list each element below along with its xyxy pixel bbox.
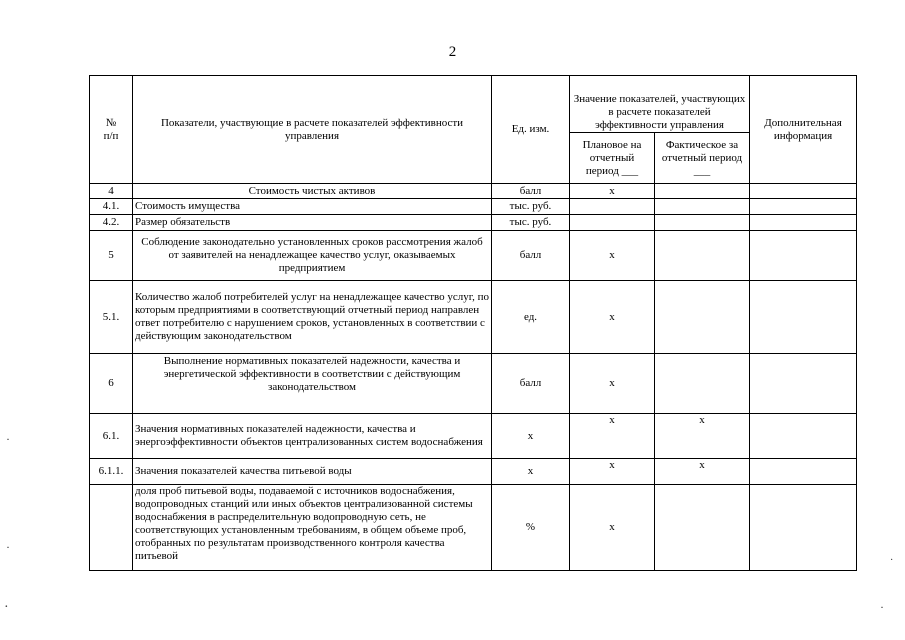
row-plan: х [570,485,655,571]
row-extra [750,354,857,414]
header-indicators: Показатели, участвующие в расчете показателей эффективности управления [133,76,492,184]
scan-speck: · [880,600,884,614]
row-fact [655,281,750,354]
row-text: Количество жалоб потребителей услуг на ненадлежащее качество услуг, по которым предприятиями в соответствующий отчетный период направлен ответ потребителю с нарушением сроков, установленных в соответствии с действующим законодательством [133,281,492,354]
row-extra [750,184,857,199]
table-row [90,281,857,354]
table-row [90,231,857,281]
row-num: 4.2. [90,215,133,231]
row-num: 6.1.1. [90,459,133,485]
row-unit: балл [492,184,570,199]
header-actual: Фактическое за отчетный период ___ [655,133,750,184]
header-unit: Ед. изм. [492,76,570,184]
row-num: 5.1. [90,281,133,354]
row-text: Размер обязательств [133,215,492,231]
header-values-group: Значение показателей, участвующих в расчете показателей эффективности управления [570,76,750,133]
row-fact [655,485,750,571]
row-text: Значения показателей качества питьевой воды [133,459,492,485]
scan-speck: · [4,600,9,615]
row-plan: х [570,184,655,199]
row-extra [750,215,857,231]
table-row [90,184,857,199]
page-number: 2 [448,44,457,60]
scan-speck: · [6,432,10,446]
row-extra [750,199,857,215]
row-num: 5 [90,231,133,281]
row-plan: х [570,281,655,354]
table-row [90,485,857,571]
row-fact [655,231,750,281]
row-text: Значения нормативных показателей надежности, качества и энергоэффективности объектов централизованных систем водоснабжения [133,414,492,459]
row-num: 6 [90,354,133,414]
row-fact [655,354,750,414]
table-row [90,354,857,414]
row-extra [750,459,857,485]
scan-speck: · [890,555,894,566]
row-text: доля проб питьевой воды, подаваемой с источников водоснабжения, водопроводных станций или иных объектов централизованной системы водоснабжения в распределительную водопроводную сеть, не соответствующих установленным требованиям, в общем объеме проб, отобранных по результатам производственного контроля качества питьевой [133,485,492,571]
row-plan [570,199,655,215]
row-plan: х [570,354,655,414]
indicators-table [89,75,857,571]
table-row [90,215,857,231]
header-extra: Дополнительная информация [750,76,857,184]
row-num: 4 [90,184,133,199]
row-unit: х [492,414,570,459]
row-text: Выполнение нормативных показателей надежности, качества и энергетической эффективности в соответствии с действующим законодательством [133,354,492,414]
row-plan [570,215,655,231]
row-unit: балл [492,354,570,414]
row-unit: % [492,485,570,571]
row-extra [750,281,857,354]
table-row [90,414,857,459]
header-num: № п/п [90,76,133,184]
row-unit: тыс. руб. [492,199,570,215]
table-row [90,199,857,215]
row-num: 6.1. [90,414,133,459]
header-planned: Плановое на отчетный период ___ [570,133,655,184]
scan-speck: · [6,540,10,554]
row-text: Соблюдение законодательно установленных сроков рассмотрения жалоб от заявителей на ненадлежащее качество услуг, оказываемых предприятием [133,231,492,281]
row-plan: х [570,459,655,485]
row-extra [750,485,857,571]
row-text: Стоимость имущества [133,199,492,215]
row-text: Стоимость чистых активов [133,184,492,199]
row-extra [750,231,857,281]
row-num [90,485,133,571]
row-fact [655,215,750,231]
row-plan: х [570,414,655,459]
row-unit: тыс. руб. [492,215,570,231]
row-extra [750,414,857,459]
row-unit: ед. [492,281,570,354]
row-num: 4.1. [90,199,133,215]
table-row [90,459,857,485]
row-unit: х [492,459,570,485]
row-fact [655,199,750,215]
row-fact [655,184,750,199]
row-fact: х [655,414,750,459]
row-fact: х [655,459,750,485]
row-plan: х [570,231,655,281]
row-unit: балл [492,231,570,281]
